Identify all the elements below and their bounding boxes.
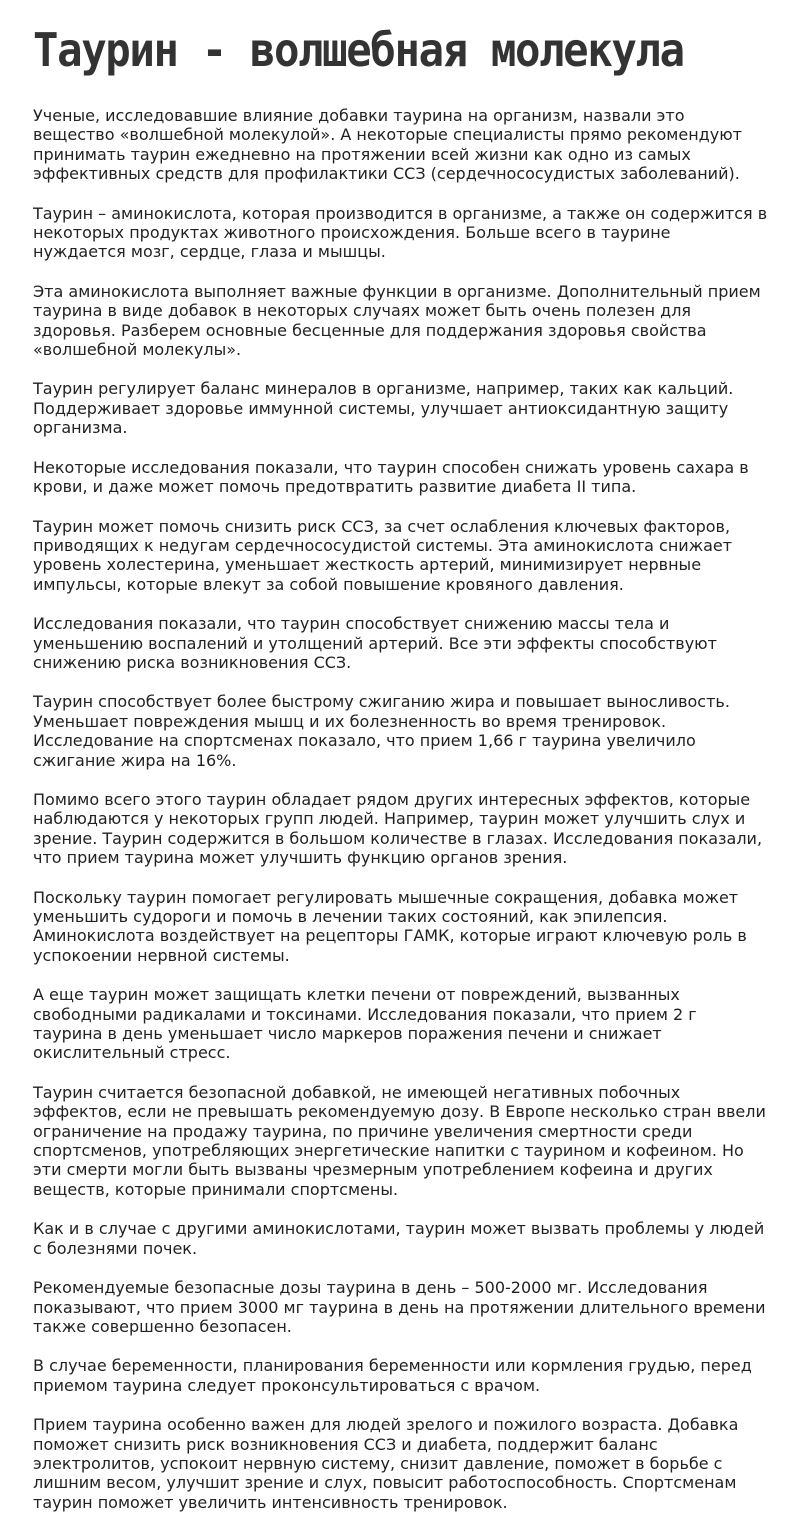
paragraph-10: Поскольку таурин помогает регулировать мышечные сокращения, добавка может уменьшить судороги и помочь в лечении таких состояний, как эпилепсия. Аминокислота воздействует на рецепторы ГАМК, которые играют ключевую роль в успокоении нервной системы. [33,887,747,965]
paragraph-5: Некоторые исследования показали, что таурин способен снижать уровень сахара в крови, и даже может помочь предотвратить развитие диабета II типа. [33,457,749,497]
paragraph-7: Исследования показали, что таурин способствует снижению массы тела и уменьшению воспалений и утолщений артерий. Все эти эффекты способствуют снижению риска возникновения ССЗ. [33,614,717,672]
paragraph-16: Прием таурина особенно важен для людей зрелого и пожилого возраста. Добавка поможет снизить риск возникновения ССЗ и диабета, поддержит баланс электролитов, успокоит нервную систему, снизит давление, поможет в борьбе с лишним весом, улучшит зрение и слух, повысит работоспособность. Спортсменам таурин поможет увеличить интенсивность тренировок. [33,1415,739,1512]
paragraph-4: Таурин регулирует баланс минералов в организме, например, таких как кальций. Поддерживает здоровье иммунной системы, улучшает антиоксидантную защиту организма. [33,379,734,438]
paragraph-2: Таурин – аминокислота, которая производится в организме, а также он содержится в некоторых продуктах животного происхождения. Больше всего в таурине нуждается мозг, сердце, глаза и мышцы. [33,203,768,262]
article-title: Таурин - волшебная молекула [33,23,684,77]
paragraph-6: Таурин может помочь снизить риск ССЗ, за счет ослабления ключевых факторов, приводящих к недугам сердечнососудистой системы. Эта аминокислота снижает уровень холестерина, уменьшает жесткость артерий, минимизирует нервные импульсы, которые влекут за собой повышение кровяного давления. [33,516,733,594]
paragraph-12: Таурин считается безопасной добавкой, не имеющей негативных побочных эффектов, если не превышать рекомендуемую дозу. В Европе несколько стран ввели ограничение на продажу таурина, по причине увеличения смертности среди спортсменов, употребляющих энергетические напитки с таурином и кофеином. Но эти смерти могли быть вызваны чрезмерным употреблением кофеина и других веществ, которые принимали спортсмены. [33,1082,766,1199]
paragraph-15: В случае беременности, планирования беременности или кормления грудью, перед приемом таурина следует проконсультироваться с врачом. [33,1356,752,1395]
paragraph-8: Таурин способствует более быстрому сжиганию жира и повышает выносливость. Уменьшает повреждения мышц и их болезненность во время тренировок. Исследование на спортсменах показало, что прием 1,66 г таурина увеличило сжигание жира на 16%. [33,692,730,770]
paragraph-11: А еще таурин может защищать клетки печени от повреждений, вызванных свободными радикалами и токсинами. Исследования показали, что прием 2 г таурина в день уменьшает число маркеров поражения печени и снижает окислительный стресс. [33,985,697,1063]
paragraph-3: Эта аминокислота выполняет важные функции в организме. Дополнительный прием таурина в виде добавок в некоторых случаях может быть очень полезен для здоровья. Разберем основные бесценные для поддержания здоровья свойства «волшебной молекулы». [33,281,761,360]
paragraph-1: Ученые, исследовавшие влияние добавки таурина на организм, назвали это вещество «волшебной молекулой». А некоторые специалисты прямо рекомендуют принимать таурин ежедневно на протяжении всей жизни как одно из самых эффективных средств для профилактики ССЗ (сердечнососудистых заболеваний). [33,106,742,184]
paragraph-9: Помимо всего этого таурин обладает рядом других интересных эффектов, которые наблюдаются у некоторых групп людей. Например, таурин может улучшить слух и зрение. Таурин содержится в большом количестве в глазах. Исследования показали, что прием таурина может улучшить функцию органов зрения. [33,789,763,868]
paragraph-14: Рекомендуемые безопасные дозы таурина в день – 500-2000 мг. Исследования показывают, что прием 3000 мг таурина в день на протяжении длительного времени также совершенно безопасен. [33,1278,766,1336]
paragraph-13: Как и в случае с другими аминокислотами, таурин может вызвать проблемы у людей с болезнями почек. [33,1219,765,1258]
